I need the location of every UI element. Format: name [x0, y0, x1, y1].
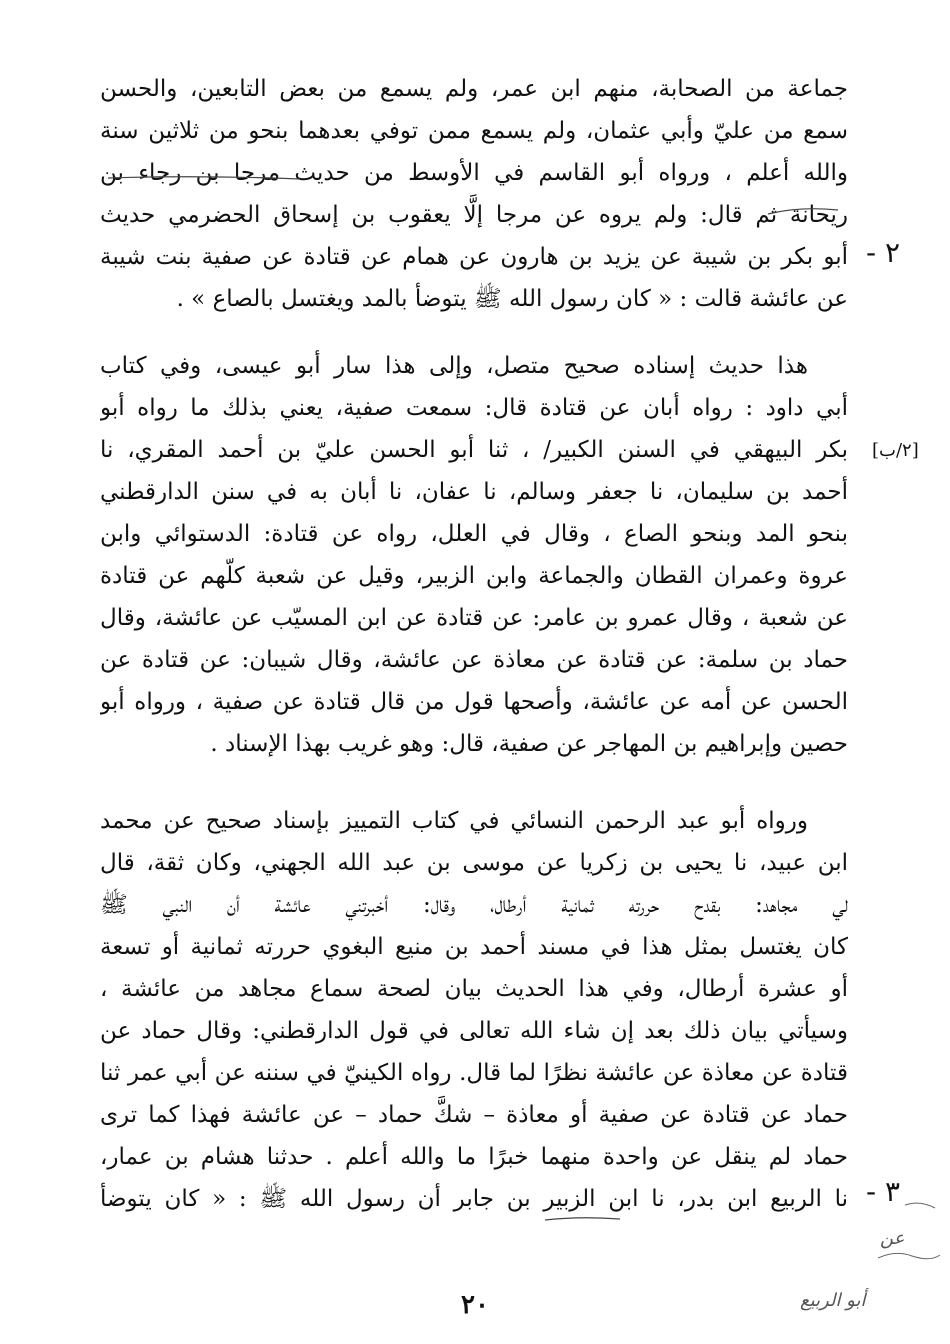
overline-mark — [768, 209, 838, 214]
text-line: ابن عبيد، نا يحيى بن زكريا عن موسى بن عبد الله الجهني، وكان ثقة، قال — [100, 850, 848, 876]
text-line: هذا حديث إسناده صحيح متصل، وإلى هذا سار أبو عيسى، وفي كتاب — [100, 353, 808, 379]
overline-mark — [545, 1218, 620, 1220]
text-line: قتادة عن معاذة عن عائشة نظرًا لما قال. رواه الكينيّ في سننه عن أبي عمر ثنا — [100, 1060, 848, 1086]
marginal-scribble — [905, 1203, 935, 1208]
text-line: أبي داود : رواه أبان عن قتادة قال: سمعت صفية، يعني بذلك ما رواه أبو — [100, 395, 848, 421]
text-line: ريحانة ثم قال: ولم يروه عن مرجا إلَّا يعقوب بن إسحاق الحضرمي حديث — [100, 202, 848, 228]
text-line: بكر البيهقي في السنن الكبير/ ، ثنا أبو الحسن عليّ بن أحمد المقري، نا — [100, 437, 848, 463]
text-line: حصين وإبراهيم بن المهاجر عن صفية، قال: وهو غريب بهذا الإسناد . — [210, 731, 848, 757]
text-line: الحسن عن أمه عن عائشة، وأصحها قول من قال قتادة عن صفية ، ورواه أبو — [100, 689, 848, 715]
text-line: عن عائشة قالت : « كان رسول الله ﷺ يتوضأ بالمد ويغتسل بالصاع » . — [176, 286, 848, 312]
text-line: أحمد بن سليمان، نا جعفر وسالم، نا عفان، نا أبان به في سنن الدارقطني — [100, 479, 848, 505]
text-line: والله أعلم ، ورواه أبو القاسم في الأوسط من حديث مرجا بن رجاء بن — [100, 160, 848, 186]
folio-reference: [٢/ب] — [872, 440, 919, 461]
margin-note-right: عن — [880, 1228, 905, 1249]
text-line: بنحو المد وبنحو الصاع ، وقال في العلل، رواه عن قتادة: الدستوائي وابن — [100, 521, 848, 547]
marginal-scribble — [878, 1253, 940, 1258]
page-number: ٢٠ — [461, 1290, 489, 1320]
text-line: ورواه أبو عبد الرحمن النسائي في كتاب التمييز بإسناد صحيح عن محمد — [100, 808, 808, 834]
text-line: حماد بن سلمة: عن قتادة عن معاذة عن عائشة، وقال شيبان: عن قتادة عن — [100, 647, 848, 673]
underline-mark — [108, 177, 300, 179]
margin-note-bottom: أبو الربيع — [800, 1290, 866, 1311]
text-line: وسيأتي بيان ذلك بعد إن شاء الله تعالى في قول الدارقطني: وقال حماد عن — [100, 1018, 848, 1044]
text-line: أبو بكر بن شيبة عن يزيد بن هارون عن همام عن قتادة عن صفية بنت شيبة — [100, 244, 848, 270]
text-line: حماد لم ينقل عن واحدة منهما خبرًا ما والله أعلم . حدثنا هشام بن عمار، — [100, 1144, 848, 1170]
hadith-number-2: ٢ - — [866, 236, 901, 269]
text-line: سمع من عليّ وأبي عثمان، ولم يسمع ممن توفي بعدهما بنحو من ثلاثين سنة — [100, 118, 848, 144]
text-line: كان يغتسل بمثل هذا في مسند أحمد بن منيع البغوي حررته ثمانية أو تسعة — [100, 934, 848, 960]
text-line: عروة وعمران القطان والجماعة وابن الزبير، وقيل عن شعبة كلّهم عن قتادة — [100, 563, 848, 589]
text-line: عن شعبة ، وقال عمرو بن عامر: عن قتادة عن ابن المسيّب عن عائشة، وقال — [100, 605, 848, 631]
text-line: لي مجاهد: بقدح حررته ثمانية أرطال، وقال: أخبرتني عائشة أن النبي ﷺ — [100, 892, 848, 918]
text-line: حماد عن قتادة عن صفية أو معاذة – شكَّ حماد – عن عائشة فهذا كما ترى — [100, 1102, 848, 1128]
text-line: جماعة من الصحابة، منهم ابن عمر، ولم يسمع من بعض التابعين، والحسن — [100, 76, 848, 102]
text-line: أو عشرة أرطال، وفي هذا الحديث بيان لصحة سماع مجاهد من عائشة ، — [100, 976, 848, 1002]
hadith-number-3: ٣ - — [866, 1175, 901, 1208]
text-line: نا الربيع ابن بدر، نا ابن الزبير بن جابر أن رسول الله ﷺ : « كان يتوضأ — [100, 1186, 848, 1212]
